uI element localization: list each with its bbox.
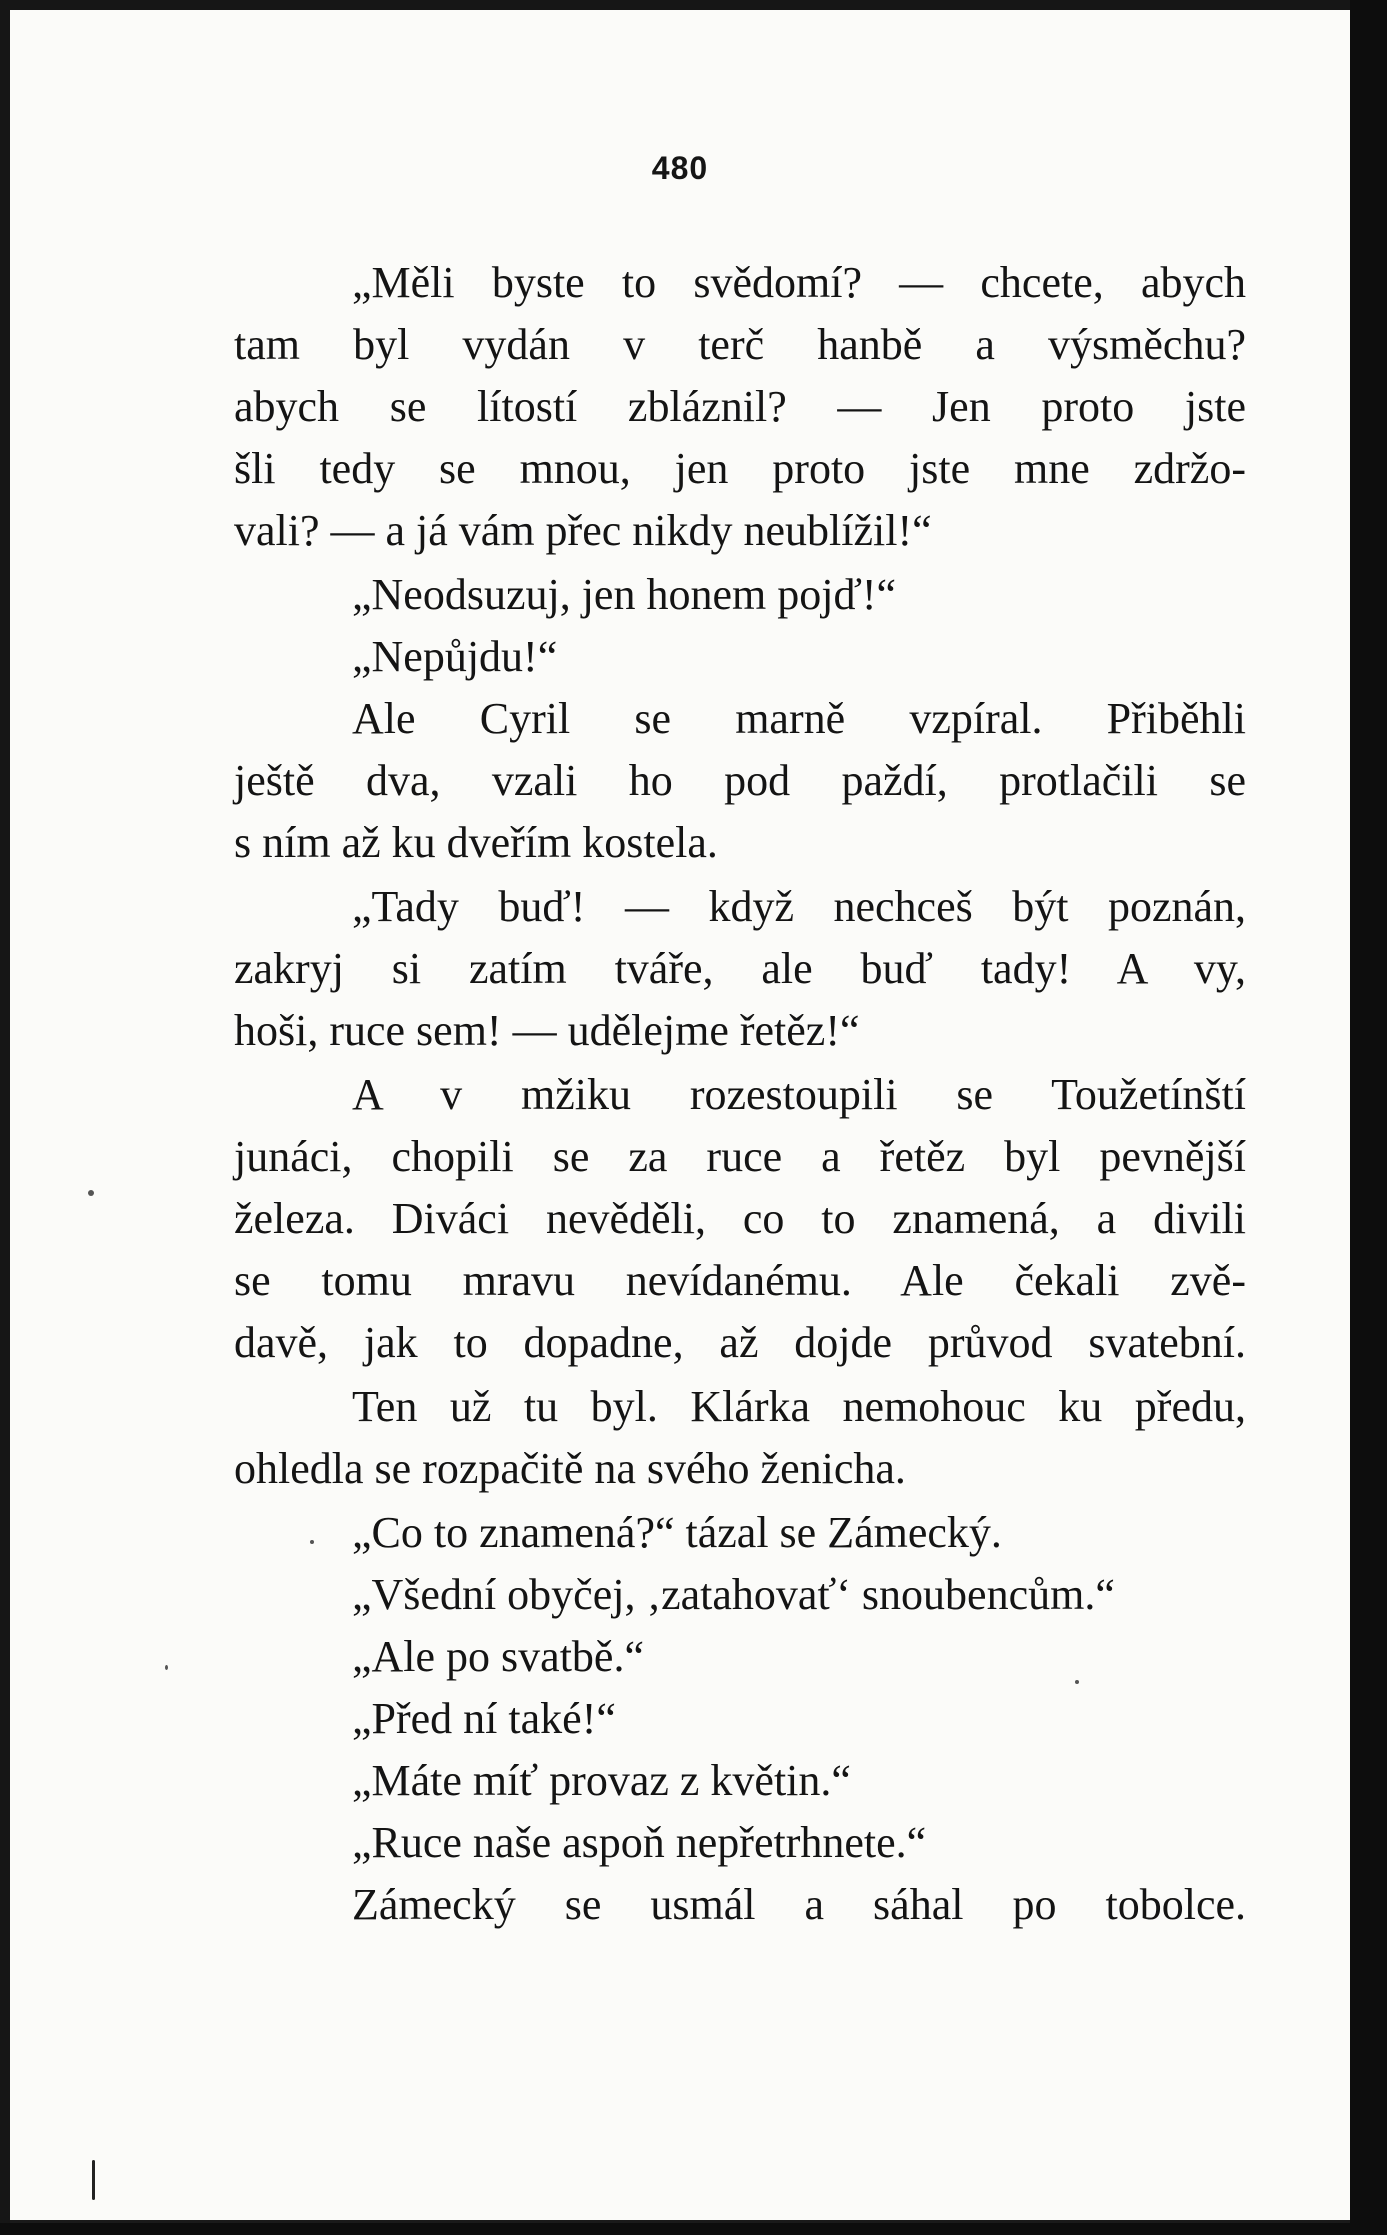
paper-speck: [1075, 1680, 1079, 1684]
text-line: „Měli byste to svědomí? — chcete, abych: [352, 258, 1246, 307]
text-line: A v mžiku rozestoupili se Toužetínští: [352, 1070, 1246, 1119]
text-line: „Nepůjdu!“: [352, 632, 558, 681]
paper-speck: [165, 1665, 168, 1670]
text-line: „Ruce naše aspoň nepřetrhnete.“: [352, 1818, 927, 1867]
paragraph: [234, 564, 1246, 626]
text-line: vali? — a já vám přec nikdy neublížil!“: [234, 506, 932, 555]
paragraph: [234, 1626, 1246, 1688]
text-line: „Před ní také!“: [352, 1694, 616, 1743]
text-line: davě, jak to dopadne, až dojde průvod svatební.: [234, 1318, 1246, 1367]
scan-border-right: [1350, 0, 1387, 2235]
text-line: ohledla se rozpačitě na svého ženicha.: [234, 1444, 906, 1493]
paragraph: [234, 252, 1246, 562]
scan-border-top: [0, 0, 1387, 10]
text-line: abych se lítostí zbláznil? — Jen proto jste: [234, 382, 1246, 431]
text-line: hoši, ruce sem! — udělejme řetěz!“: [234, 1006, 860, 1055]
paragraph: [234, 1688, 1246, 1750]
paragraph: [234, 1064, 1246, 1374]
text-line: Ten už tu byl. Klárka nemohouc ku předu,: [352, 1382, 1246, 1431]
text-line: „Máte míť provaz z květin.“: [352, 1756, 851, 1805]
paragraph: [234, 1564, 1246, 1626]
body-text: [234, 252, 1246, 1936]
text-line: zakryj si zatím tváře, ale buď tady! A vy,: [234, 944, 1246, 993]
paragraph: [234, 626, 1246, 688]
paragraph: [234, 1502, 1246, 1564]
text-line: junáci, chopili se za ruce a řetěz byl pevnější: [234, 1132, 1246, 1181]
text-line: Zámecký se usmál a sáhal po tobolce.: [352, 1880, 1246, 1929]
text-line: šli tedy se mnou, jen proto jste mne zdržo-: [234, 444, 1246, 493]
text-line: „Neodsuzuj, jen honem pojď!“: [352, 570, 897, 619]
text-line: se tomu mravu nevídanému. Ale čekali zvě-: [234, 1256, 1246, 1305]
text-line: s ním až ku dveřím kostela.: [234, 818, 718, 867]
paragraph: [234, 1750, 1246, 1812]
scan-border-bottom: [0, 2223, 1387, 2235]
paragraph: [234, 1812, 1246, 1874]
text-line: „Všední obyčej, ‚zatahovať‘ snoubencům.“: [352, 1570, 1115, 1619]
text-line: „Ale po svatbě.“: [352, 1632, 644, 1681]
text-line: ještě dva, vzali ho pod paždí, protlačili se: [234, 756, 1246, 805]
page-number: 480: [651, 150, 709, 186]
paper-speck: [310, 1540, 314, 1544]
paragraph: [234, 876, 1246, 1062]
paragraph: [234, 1376, 1246, 1500]
text-line: „Tady buď! — když nechceš být poznán,: [352, 882, 1246, 931]
book-page: [10, 10, 1350, 2220]
paragraph: [234, 688, 1246, 874]
text-line: tam byl vydán v terč hanbě a výsměchu?: [234, 320, 1246, 369]
scan-border-left: [0, 0, 10, 2235]
text-line: Ale Cyril se marně vzpíral. Přiběhli: [352, 694, 1246, 743]
text-line: železa. Diváci nevěděli, co to znamená, a divili: [234, 1194, 1246, 1243]
paper-speck: [92, 2160, 95, 2200]
paper-speck: [88, 1190, 94, 1196]
paragraph: [234, 1874, 1246, 1936]
text-line: „Co to znamená?“ tázal se Zámecký.: [352, 1508, 1002, 1557]
